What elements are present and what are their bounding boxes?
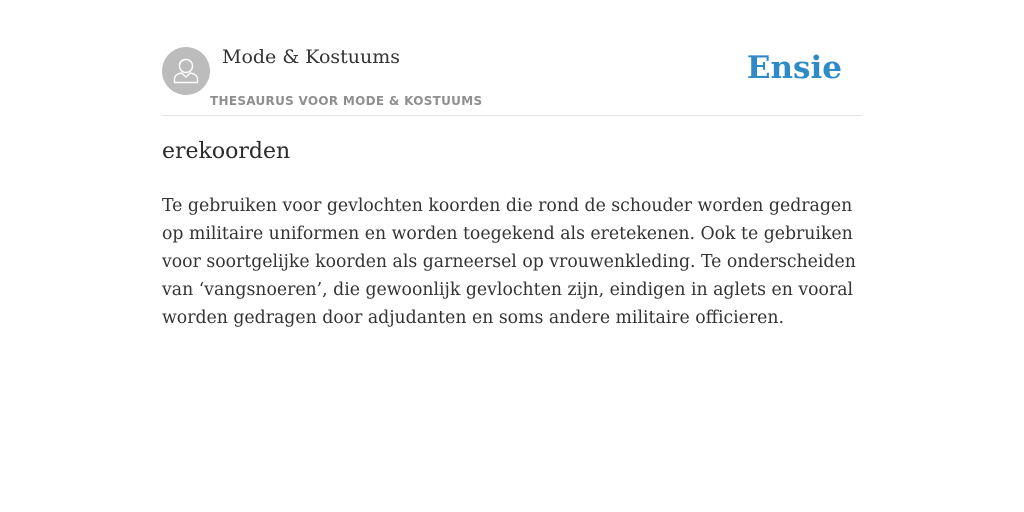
avatar[interactable] — [162, 47, 210, 95]
user-silhouette-icon — [162, 47, 210, 95]
entry-definition: Te gebruiken voor gevlochten koorden die rond de schouder worden gedragen op militaire uniformen en worden toegekend als eretekenen. Ook te gebruiken voor soortgelijke koorden als garneersel op vrouwenkleding. Te onderscheiden van ‘vangsnoeren’, die gewoonlijk gevlochten zijn, eindigen in aglets en vooral worden gedragen door adjudanten en soms andere militaire officieren. — [162, 196, 856, 328]
header — [162, 40, 862, 116]
thesaurus-subtitle[interactable]: THESAURUS VOOR MODE & KOSTUUMS — [210, 94, 483, 108]
entry-term: erekoorden — [162, 139, 291, 164]
ensie-logo[interactable]: Ensie — [746, 50, 842, 86]
author-name[interactable]: Mode & Kostuums — [222, 46, 401, 68]
